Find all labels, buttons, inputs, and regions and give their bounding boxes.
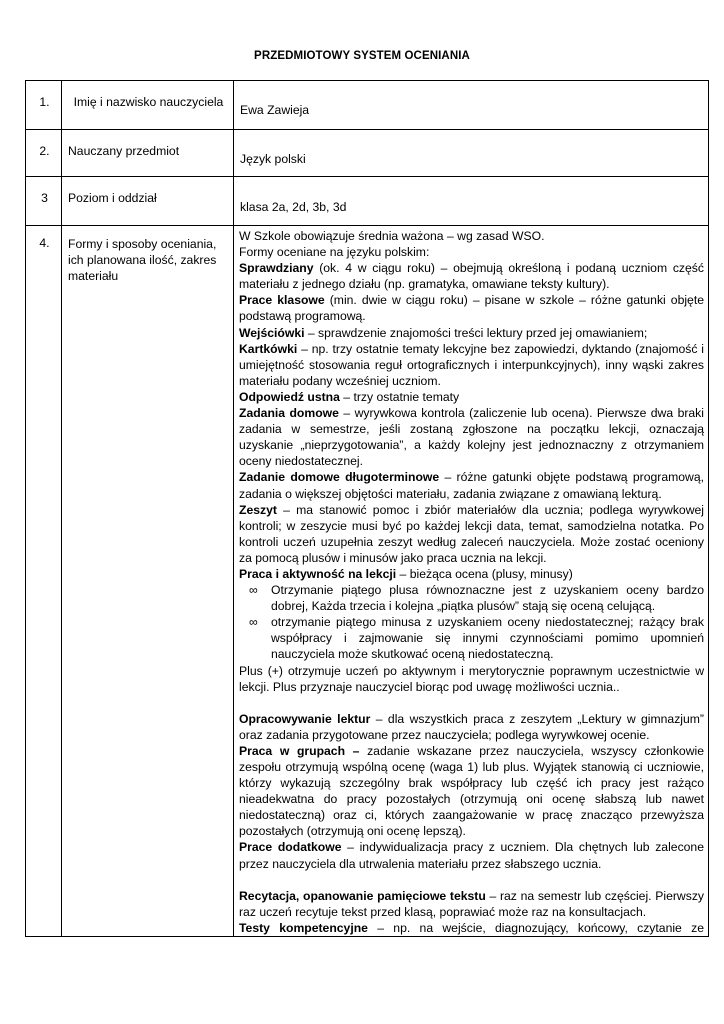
- bullet-item: ∞ otrzymanie piątego minusa z uzyskaniem oceny niedostatecznej; rażący brak współpracy i zajmowanie się innymi czynnościami pomimo upomnień nauczyciela może skutkować oceną niedostateczną.: [249, 615, 704, 662]
- row-number: 1.: [39, 95, 50, 109]
- grading-item: Prace dodatkowe – indywidualizacja pracy z uczniem. Dla chętnych lub zalecone przez nauczyciela dla utrwalenia materiału przez słabszego ucznia.: [239, 840, 704, 871]
- row-number-cell: [26, 130, 62, 177]
- grading-item: Zeszyt – ma stanowić pomoc i zbiór materiałów dla ucznia; podlega wyrywkowej kontroli; w zeszycie musi być po każdej lekcji data, temat, samodzielna notatka. Po kontroli uczeń uzupełnia zeszyt według zaleceń nauczyciela. Może zostać oceniony za pomocą plusów i minusów jako praca ucznia na lekcji.: [239, 502, 704, 565]
- row-number: 3: [41, 191, 48, 205]
- grading-description: [234, 226, 708, 936]
- intro-line: W Szkole obowiązuje średnia ważona – wg zasad WSO.: [239, 229, 545, 243]
- table-row: [26, 130, 709, 177]
- row-label: Poziom i oddział: [68, 191, 157, 205]
- grading-item: Kartkówki – np. trzy ostatnie tematy lekcyjne bez zapowiedzi, dyktando (znajomość i umiejętność stosowania reguł ortograficznych i interpunkcyjnych), inny wąski zakres materiału podany wcześniej uczniom.: [239, 341, 704, 388]
- grading-item: Zadanie domowe długoterminowe – różne gatunki objęte podstawą programową, zadania o większej objętości materiału, zadania związane z omawianą lekturą.: [239, 470, 704, 501]
- row-value-cell: [234, 226, 709, 937]
- row-number-cell: [26, 226, 62, 937]
- grading-item: Sprawdziany (ok. 4 w ciągu roku) – obejmują określoną i podaną uczniom część materiału z jednego działu (np. gramatyka, omawiane teksty kultury).: [239, 261, 704, 292]
- row-value-cell: [234, 177, 709, 226]
- grading-item: Prace klasowe (min. dwie w ciągu roku) – pisane w szkole – różne gatunki objęte podstawą programową.: [239, 293, 705, 324]
- table-row: [26, 177, 709, 226]
- row-label-cell: [62, 81, 234, 130]
- infinity-bullet-icon: ∞: [249, 615, 258, 630]
- row-label: Nauczany przedmiot: [68, 144, 180, 158]
- row-number: 2.: [39, 144, 50, 158]
- grading-item: Praca w grupach – zadanie wskazane przez nauczyciela, wszyscy członkowie zespołu otrzymują wspólną ocenę (waga 1) lub plus. Wyjątek stanowią ci uczniowie, którzy wykazują szczególny brak współpracy lub część ich pracy jest rażąco nieadekwatna do pracy pozostałych (otrzymują oni ocenę słabszą lub nawet niedostateczną) oraz ci, których zaangażowanie w pracę znacząco przewyższa pozostałych (otrzymują oni ocenę lepszą).: [239, 743, 704, 839]
- grading-item: Zadania domowe – wyrywkowa kontrola (zaliczenie lub ocena). Pierwsze dwa braki zadania w semestrze, jeśli zostaną zgłoszone na początku lekcji, oznaczają uzyskanie „nieprzygotowania”, a każdy kolejny jest jednoznaczny z otrzymaniem oceny niedostatecznej.: [239, 406, 704, 469]
- row-value-cell: [234, 81, 709, 130]
- grading-item: Wejściówki – sprawdzenie znajomości treści lektury przed jej omawianiem;: [239, 325, 648, 340]
- infinity-bullet-icon: ∞: [249, 583, 258, 598]
- table-row: [26, 226, 709, 937]
- row-value-cell: [234, 130, 709, 177]
- grading-item: Praca i aktywność na lekcji – bieżąca ocena (plusy, minusy): [239, 566, 573, 581]
- class-list: klasa 2a, 2d, 3b, 3d: [240, 200, 347, 214]
- row-label-cell: [62, 130, 234, 177]
- grading-item: Odpowiedź ustna – trzy ostatnie tematy: [239, 389, 460, 404]
- teacher-name: Ewa Zawieja: [240, 103, 310, 117]
- grading-item: Recytacja, opanowanie pamięciowe tekstu – raz na semestr lub częściej. Pierwszy raz uczeń recytuje tekst przed klasą, poprawiać może raz na konsultacjach.: [239, 888, 705, 919]
- grading-table: [25, 80, 709, 937]
- row-number: 4.: [39, 236, 50, 250]
- plus-note: Plus (+) otrzymuje uczeń po aktywnym i merytorycznie poprawnym uczestnictwie w lekcji. Plus przyznaje nauczyciel biorąc pod uwagę możliwości ucznia..: [239, 663, 704, 694]
- table-row: [26, 81, 709, 130]
- row-label: Formy i sposoby oceniania, ich planowana ilość, zakres materiału: [68, 237, 217, 283]
- bullet-item: ∞ Otrzymanie piątego plusa równoznaczne jest z uzyskaniem oceny bardzo dobrej, Każda trzecia i kolejna „piątka plusów” stają się oceną celującą.: [249, 583, 704, 614]
- grading-item: Opracowywanie lektur – dla wszystkich praca z zeszytem „Lektury w gimnazjum” oraz zadania przygotowane przez nauczyciela; podlega wyrywkowej ocenie.: [239, 711, 704, 742]
- row-label-cell: [62, 226, 234, 937]
- page-title: PRZEDMIOTOWY SYSTEM OCENIANIA: [254, 50, 470, 62]
- row-number-cell: [26, 81, 62, 130]
- grading-item: Testy kompetencyjne – np. na wejście, diagnozujący, końcowy, czytanie ze: [239, 920, 704, 935]
- subject-name: Język polski: [240, 152, 306, 166]
- row-number-cell: [26, 177, 62, 226]
- row-label-cell: [62, 177, 234, 226]
- row-label: Imię i nazwisko nauczyciela: [73, 95, 224, 109]
- intro-line: Formy oceniane na języku polskim:: [239, 245, 430, 260]
